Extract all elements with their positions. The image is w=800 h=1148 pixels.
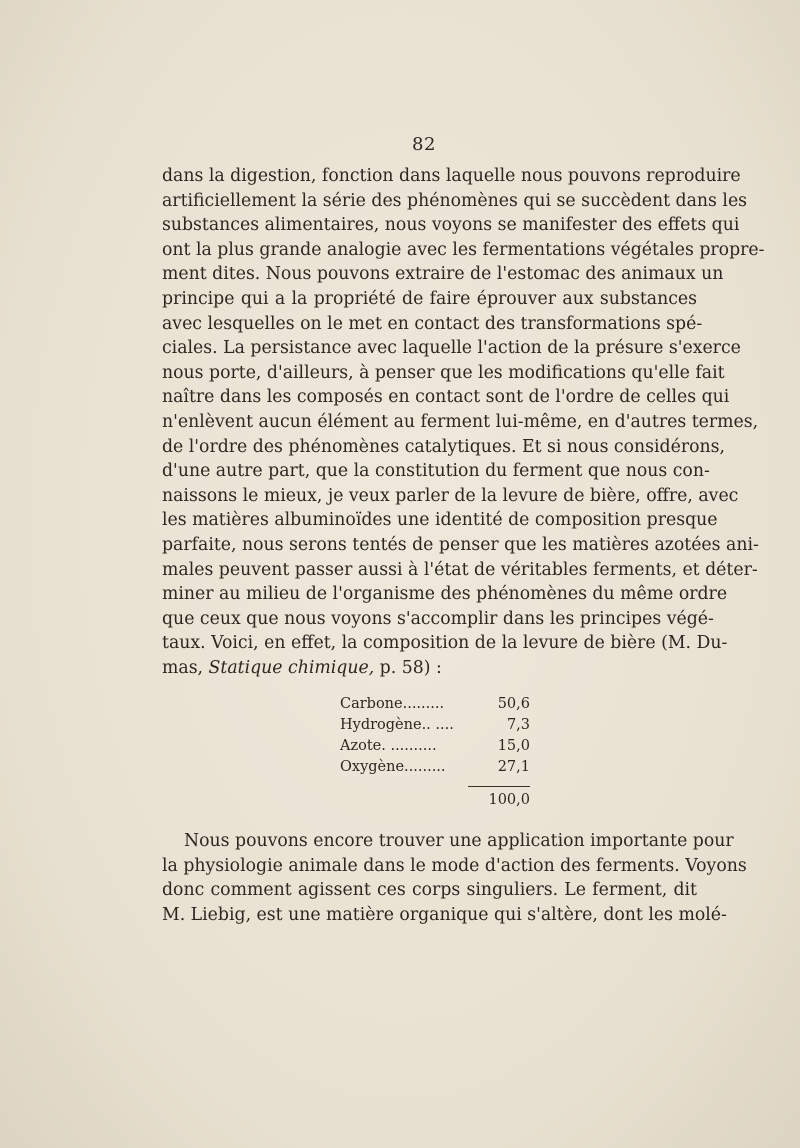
text-line: n'enlèvent aucun élément au ferment lui-même, en d'autres termes, <box>162 411 759 432</box>
element-name: Oxygène......... <box>340 759 446 775</box>
composition-total: 100,0 <box>488 792 530 808</box>
text-line: artificiellement la série des phénomènes qui se succèdent dans les <box>162 190 748 211</box>
text-line: principe qui a la propriété de faire éprouver aux substances <box>162 288 697 309</box>
composition-row <box>340 715 530 736</box>
element-value: 15,0 <box>497 738 530 754</box>
composition-row <box>340 736 530 757</box>
text-line: ciales. La persistance avec laquelle l'action de la présure s'exerce <box>162 338 741 359</box>
page-number: 82 <box>412 134 436 155</box>
paragraph-1 <box>162 164 765 680</box>
text-line: avec lesquelles on le met en contact des transformations spé- <box>162 313 703 334</box>
text-line-last <box>162 656 697 681</box>
text-fragment: p. 58) : <box>374 657 442 678</box>
element-name: Azote. .......... <box>340 738 437 754</box>
text-line: ment dites. Nous pouvons extraire de l'estomac des animaux un <box>162 264 724 285</box>
text-line: parfaite, nous serons tentés de penser que les matières azotées ani- <box>162 534 759 555</box>
element-value: 50,6 <box>497 696 530 712</box>
text-line: d'une autre part, que la constitution du ferment que nous con- <box>162 461 710 482</box>
text-line: Nous pouvons encore trouver une application importante pour <box>184 831 734 851</box>
composition-table <box>340 694 530 811</box>
text-line: donc comment agissent ces corps singuliers. Le ferment, dit <box>162 880 697 901</box>
text-line: naître dans les composés en contact sont de l'ordre de celles qui <box>162 387 730 408</box>
text-line: les matières albuminoïdes une identité de composition presque <box>162 510 718 531</box>
element-value: 27,1 <box>497 759 530 775</box>
paragraph-2 <box>162 829 747 927</box>
text-line: nous porte, d'ailleurs, à penser que les modifications qu'elle fait <box>162 362 725 383</box>
text-line: males peuvent passer aussi à l'état de véritables ferments, et déter- <box>162 559 758 580</box>
text-line: dans la digestion, fonction dans laquelle nous pouvons reproduire <box>162 166 741 186</box>
text-fragment: mas, <box>162 657 209 678</box>
composition-row <box>340 694 530 715</box>
sum-rule <box>468 786 530 787</box>
text-line: ont la plus grande analogie avec les fermentations végétales propre- <box>162 239 765 260</box>
text-line: taux. Voici, en effet, la composition de la levure de bière (M. Du- <box>162 633 728 654</box>
text-line: de l'ordre des phénomènes catalytiques. Et si nous considérons, <box>162 436 725 457</box>
element-value: 7,3 <box>506 717 530 733</box>
composition-total-row <box>340 789 530 811</box>
text-line: la physiologie animale dans le mode d'action des ferments. Voyons <box>162 855 747 876</box>
element-name: Hydrogène.. .... <box>340 717 454 733</box>
book-title: Statique chimique, <box>208 657 375 678</box>
text-line: M. Liebig, est une matière organique qui s'altère, dont les molé- <box>162 904 727 925</box>
composition-row <box>340 757 530 778</box>
text-line: que ceux que nous voyons s'accomplir dans les principes végé- <box>162 608 714 629</box>
text-line: naissons le mieux, je veux parler de la levure de bière, offre, avec <box>162 485 739 506</box>
text-line: substances alimentaires, nous voyons se manifester des effets qui <box>162 215 740 236</box>
element-name: Carbone......... <box>340 696 445 712</box>
text-line: miner au milieu de l'organisme des phénomènes du même ordre <box>162 584 728 605</box>
